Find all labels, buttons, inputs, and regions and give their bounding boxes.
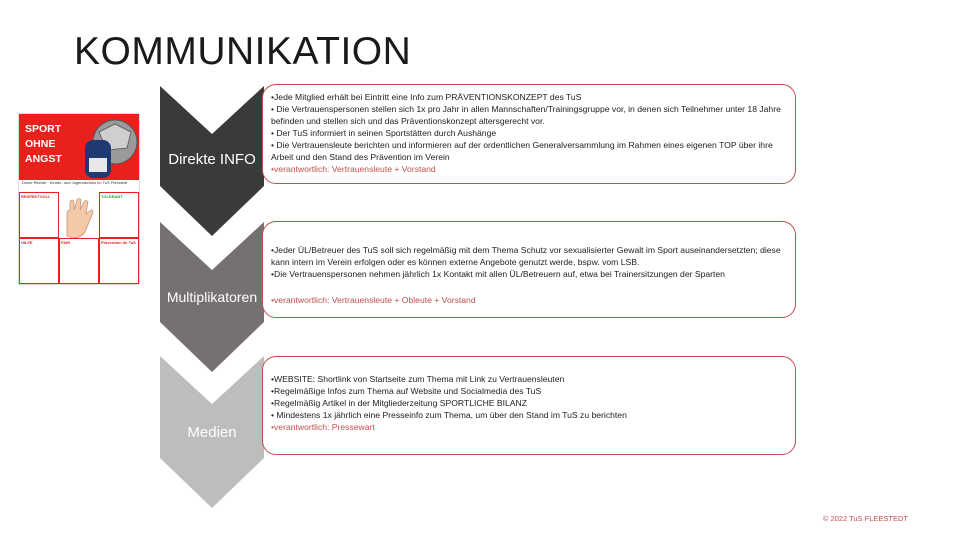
responsible-text: •verantwortlich: Vertrauensleute + Vorstand [271,164,436,174]
list-item: • Die Vertrauensleute berichten und informieren auf der ordentlichen Generalversammlung im Rahmen eines eigenen TOP über ihre Arbeit und den Stand des Prävention im Verein [271,140,773,162]
poster-cell-fair: FAIR [59,238,99,284]
poster-cell-praevention: Prävention im TuS [99,238,139,284]
info-box-medien [262,356,796,455]
chevron-label-medien: Medien [187,424,237,441]
list-item: •Regelmäßige Infos zum Thema auf Website und Socialmedia des TuS [271,386,542,396]
poster-cell-tolerant: TOLERANT [99,192,139,238]
copyright-note: © 2022 TuS FLEESTEDT [822,514,908,523]
list-item: •WEBSITE: Shortlink von Startseite zum Thema mit Link zu Vertrauensleuten [271,374,565,384]
list-item: • Mindestens 1x jährlich eine Presseinfo zum Thema, um über den Stand im TuS zu berichten [271,410,627,420]
chevron-label-multiplikatoren: Multiplikatoren [166,289,258,305]
poster-grid [19,192,139,284]
page-title: KOMMUNIKATION [74,30,412,73]
goalkeeper-glove-ball-image [77,118,139,180]
info-box-multiplikatoren [262,221,796,318]
poster-subline: Deine Rechte · Kinder- und Jugendschutz im TuS Fleestedt [19,180,139,190]
list-item: •Jede Mitglied erhält bei Eintritt eine Info zum PRÄVENTIONSKONZEPT des TuS [271,92,582,102]
hand-image [59,196,97,240]
poster-cell-hilfe: HILFE [19,238,59,284]
responsible-text: •verantwortlich: Vertrauensleute + Obleute + Vorstand [271,295,476,305]
list-item: •Regelmäßig Artikel in der Mitgliederzeitung SPORTLICHE BILANZ [271,398,527,408]
list-item: • Die Vertrauenspersonen stellen sich 1x pro Jahr in allen Mannschaften/Trainingsgruppe vor, in denen sich Teilnehmer unter 18 Jahre befinden und stellen sich und das Präventionskonzept altersgerecht vor. [271,104,781,126]
list-item: •Jeder ÜL/Betreuer des TuS soll sich regelmäßig mit dem Thema Schutz vor sexualisierter Gewalt im Sport auseinandersetzten; diese kann intern im Verein erfolgen oder es können externe Angebote genutzt werde, bspw. vom LSB. [271,245,781,267]
chevron-label-direkte-info: Direkte INFO [168,151,256,168]
sport-ohne-angst-poster [18,113,140,285]
poster-headline: SPORT OHNE ANGST [25,123,62,165]
info-box-direkte-info [262,84,796,184]
responsible-text: •verantwortlich: Pressewart [271,422,375,432]
list-item: •Die Vertrauenspersonen nehmen jährlich 1x Kontakt mit allen ÜL/Betreuern auf, etwa bei Trainersitzungen der Sparten [271,269,725,279]
list-item: • Der TuS informiert in seinen Sportstätten durch Aushänge [271,128,497,138]
poster-cell-respektvoll: RESPEKTVOLL [19,192,59,238]
